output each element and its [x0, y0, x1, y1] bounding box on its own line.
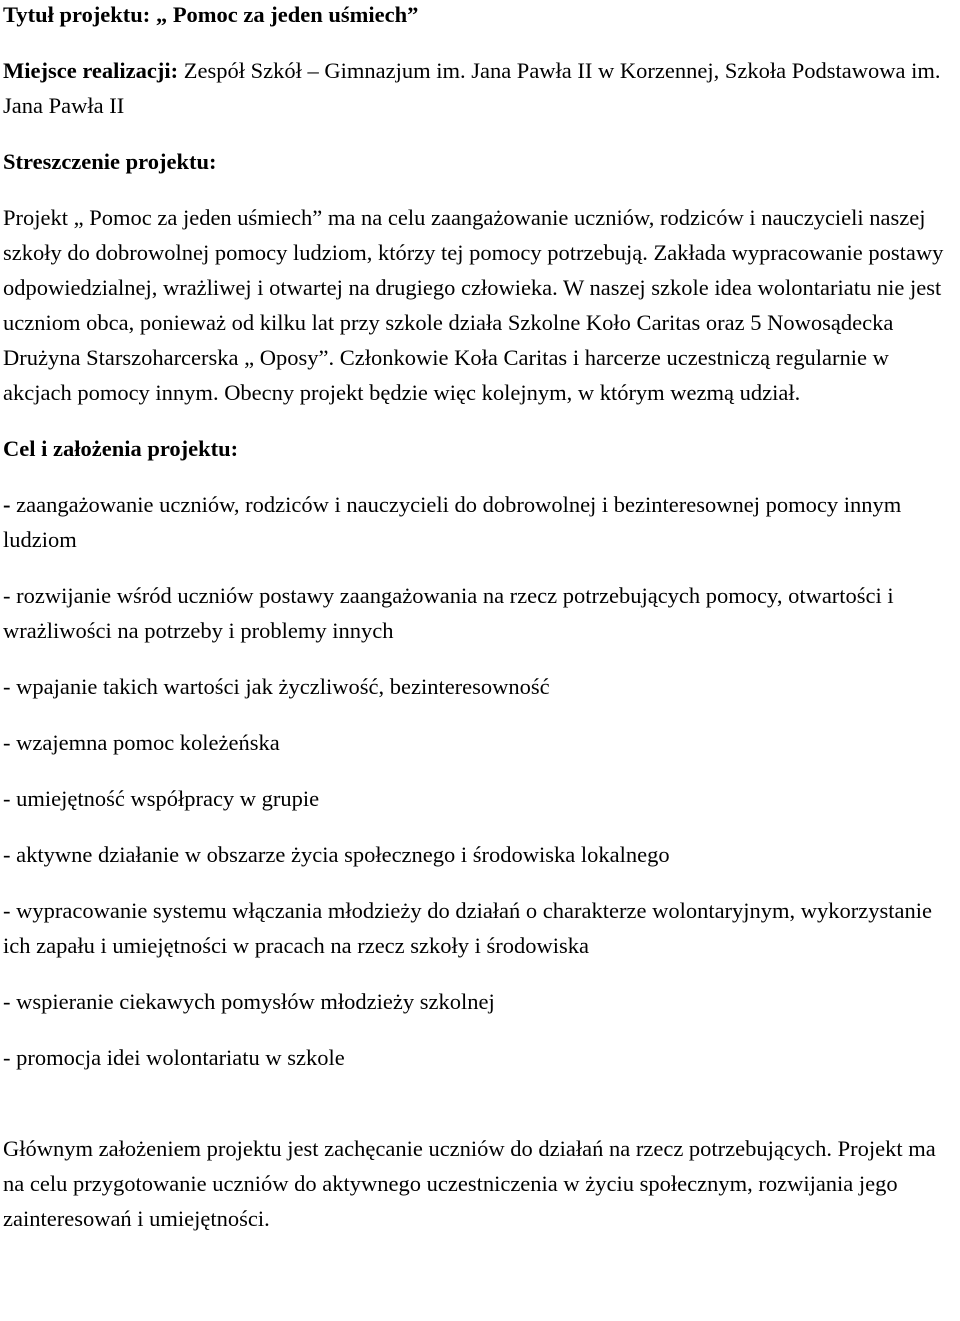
goal-item: - promocja idei wolontariatu w szkole [3, 1045, 345, 1070]
goal-item: - aktywne działanie w obszarze życia społecznego i środowiska lokalnego [3, 842, 670, 867]
goal-text: zaangażowanie uczniów, rodziców i nauczycieli do dobrowolnej i bezinteresownej pomocy innym ludziom [3, 492, 902, 552]
project-place-value: Zespół Szkół – Gimnazjum im. Jana Pawła II w Korzennej, Szkoła Podstawowa im. Jana Pawła II [3, 58, 941, 118]
goal-item: - wpajanie takich wartości jak życzliwość, bezinteresowność [3, 674, 550, 699]
main-principle-paragraph: Głównym założeniem projektu jest zachęcanie uczniów do działań na rzecz potrzebujących. Projekt ma na celu przygotowanie uczniów do aktywnego uczestniczenia w życiu społecznym, rozwijania jego zainteresowań i umiejętności. [3, 1136, 936, 1231]
goal-item: - umiejętność współpracy w grupie [3, 786, 320, 811]
goals-list [3, 487, 960, 1075]
goal-item: - rozwijanie wśród uczniów postawy zaangażowania na rzecz potrzebujących pomocy, otwartości i wrażliwości na potrzeby i problemy innych [3, 583, 894, 643]
project-title-value: „ Pomoc za jeden uśmiech” [155, 2, 419, 27]
goal-item [3, 487, 955, 557]
goal-item: - wypracowanie systemu włączania młodzieży do działań o charakterze wolontaryjnym, wykorzystanie ich zapału i umiejętności w pracach na rzecz szkoły i środowiska [3, 898, 933, 958]
project-title [3, 0, 955, 32]
goal-item: - wzajemna pomoc koleżeńska [3, 730, 280, 755]
goal-item: - wspieranie ciekawych pomysłów młodzieży szkolnej [3, 989, 495, 1014]
project-place-label: Miejsce realizacji: [3, 58, 179, 83]
project-place [3, 53, 955, 123]
goals-heading: Cel i założenia projektu: [3, 436, 239, 461]
project-title-label: Tytuł projektu: [3, 2, 151, 27]
summary-heading: Streszczenie projektu: [3, 149, 217, 174]
summary-body: Projekt „ Pomoc za jeden uśmiech” ma na celu zaangażowanie uczniów, rodziców i nauczycieli naszej szkoły do dobrowolnej pomocy ludziom, którzy tej pomocy potrzebują. Zakłada wypracowanie postawy odpowiedzialnej, wrażliwej i otwartej na drugiego człowieka. W naszej szkole idea wolontariatu nie jest uczniom obca, ponieważ od kilku lat przy szkole działa Szkolne Koło Caritas oraz 5 Nowosądecka Drużyna Starszoharcerska „ Oposy”. Członkowie Koła Caritas i harcerze uczestniczą regularnie w akcjach pomocy innym. Obecny projekt będzie więc kolejnym, w którym wezmą udział. [3, 205, 944, 405]
goal-dash: - [3, 492, 11, 517]
